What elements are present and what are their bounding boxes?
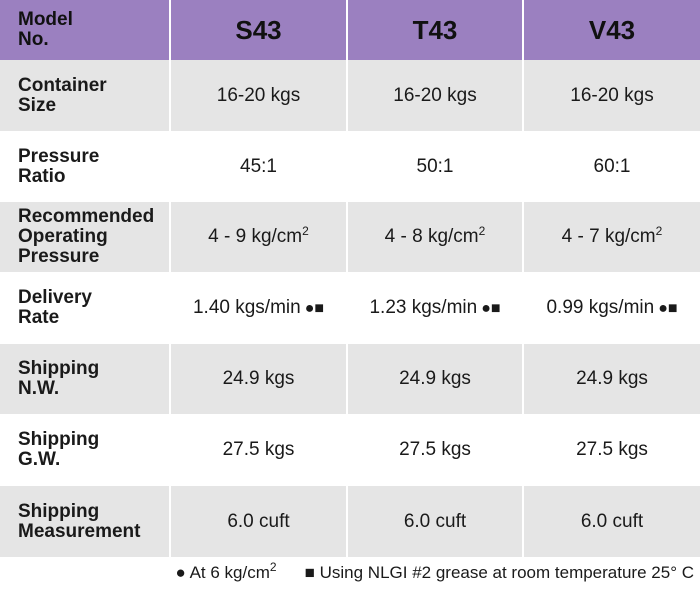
label-line: N.W. [18, 378, 60, 399]
label-line: Delivery [18, 287, 92, 308]
cell-value: 16-20 kgs [523, 60, 700, 131]
footnote-marks: ●■ [481, 300, 501, 317]
footnote-marks: ●■ [658, 300, 678, 317]
label-line: Pressure [18, 246, 100, 267]
footnotes [0, 560, 700, 583]
cell-value: 24.9 kgs [170, 344, 347, 414]
value-text: 1.40 kgs/min [192, 297, 301, 318]
label-line: Shipping [18, 500, 100, 522]
row-label [0, 202, 170, 272]
label-line: Model [18, 9, 73, 30]
degree-unit: ° C [670, 563, 694, 582]
cell-value: 6.0 cuft [170, 486, 347, 557]
row-label [0, 272, 170, 344]
cell-value: 16-20 kgs [170, 60, 347, 131]
value-text: 0.99 kgs/min [546, 297, 655, 318]
label-line: Size [18, 94, 57, 116]
label-line: No. [18, 29, 49, 50]
circle-icon: ● [175, 563, 186, 582]
cell-value: 27.5 kgs [170, 414, 347, 486]
label-line: G.W. [18, 449, 61, 470]
cell-value: 24.9 kgs [523, 344, 700, 414]
footnote-square [305, 563, 694, 582]
cell-value: 6.0 cuft [347, 486, 523, 557]
cell-value [523, 272, 700, 344]
footnote-text: At 6 kg/cm [189, 563, 270, 582]
row-pressure-ratio [0, 131, 700, 202]
cell-value [170, 272, 347, 344]
cell-value: 60:1 [523, 131, 700, 202]
cell-value: 45:1 [170, 131, 347, 202]
value-text: 4 - 7 kg/cm [561, 226, 656, 247]
cell-value: 6.0 cuft [523, 486, 700, 557]
cell-value: 27.5 kgs [523, 414, 700, 486]
row-label [0, 60, 170, 131]
superscript: 2 [302, 224, 309, 238]
value-text: 1.23 kgs/min [369, 297, 478, 318]
superscript: 2 [478, 224, 486, 238]
row-shipping-measurement [0, 486, 700, 557]
row-label [0, 344, 170, 414]
label-line: Shipping [18, 358, 100, 379]
label-line: Pressure [18, 145, 100, 167]
footnote-circle [175, 560, 277, 582]
cell-value: 24.9 kgs [347, 344, 523, 414]
row-shipping-nw [0, 344, 700, 414]
header-row [0, 0, 700, 60]
cell-value: 16-20 kgs [347, 60, 523, 131]
row-shipping-gw [0, 414, 700, 486]
model-t43: T43 [347, 0, 523, 60]
cell-value [523, 202, 700, 272]
label-line: Operating [18, 226, 108, 247]
model-v43: V43 [523, 0, 700, 60]
cell-value [347, 202, 523, 272]
label-line: Recommended [18, 206, 155, 227]
row-label [0, 414, 170, 486]
row-recommended-operating-pressure [0, 202, 700, 272]
cell-value: 27.5 kgs [347, 414, 523, 486]
model-no-label [0, 0, 170, 60]
label-line: Ratio [18, 165, 66, 187]
footnote-text: Using NLGI #2 grease at room temperature 25 [319, 563, 671, 582]
cell-value [347, 272, 523, 344]
value-text: 4 - 9 kg/cm [208, 226, 303, 247]
value-text: 4 - 8 kg/cm [384, 226, 479, 247]
label-line: Measurement [18, 520, 141, 542]
model-s43: S43 [170, 0, 347, 60]
superscript: 2 [655, 224, 663, 238]
cell-value: 50:1 [347, 131, 523, 202]
row-label [0, 131, 170, 202]
label-line: Container [18, 74, 107, 96]
square-icon: ■ [304, 563, 315, 582]
label-line: Shipping [18, 429, 100, 450]
footnote-marks: ●■ [304, 300, 325, 317]
superscript: 2 [269, 560, 277, 574]
row-container-size [0, 60, 700, 131]
cell-value [170, 202, 347, 272]
row-label [0, 486, 170, 557]
label-line: Rate [18, 307, 60, 328]
row-delivery-rate [0, 272, 700, 344]
